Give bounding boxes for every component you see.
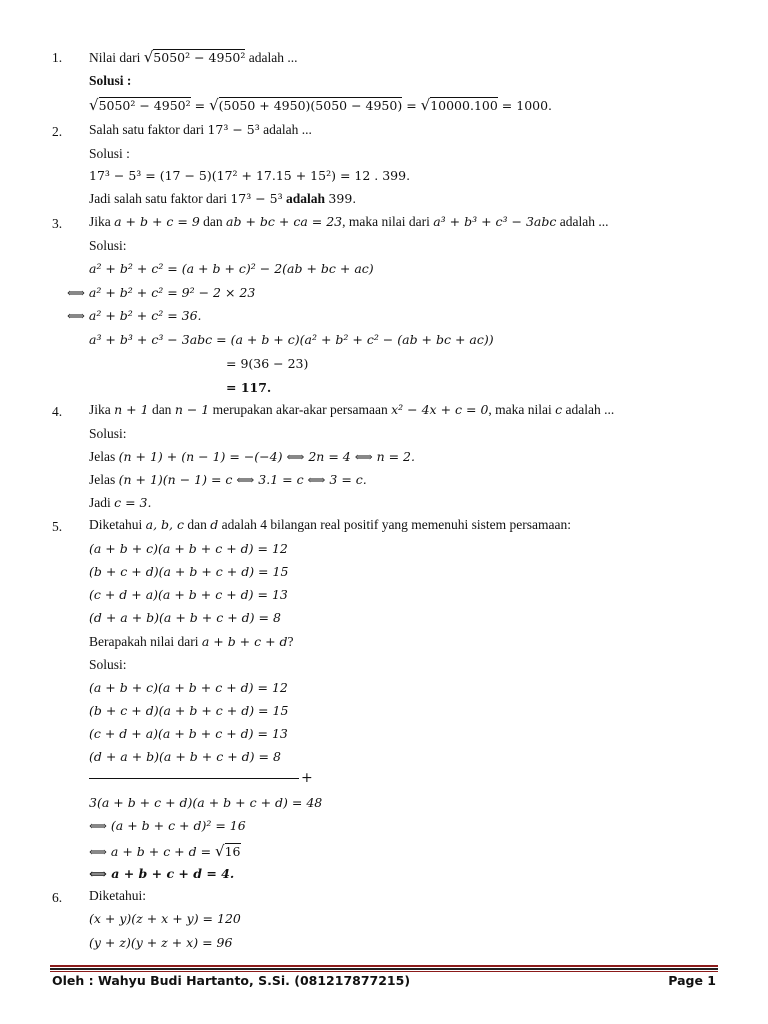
problem-5-step-2: ⟺ (a + b + c + d)² = 16 — [89, 818, 246, 833]
problem-3-step-5: = 9(36 − 23) — [226, 356, 309, 371]
problem-4-step-2: Jelas (n + 1)(n − 1) = c ⟺ 3.1 = c ⟺ 3 = c. — [89, 472, 367, 487]
radical: √5050² − 4950² — [143, 48, 246, 66]
footer-rule — [50, 968, 718, 970]
sum-rule — [89, 778, 299, 779]
solution-label: Solusi: — [89, 426, 127, 441]
problem-5-number: 5. — [52, 519, 63, 534]
equation: (x + y)(z + x + y) = 120 — [89, 911, 241, 926]
solution-label: Solusi : — [89, 146, 130, 161]
equation: (b + c + d)(a + b + c + d) = 15 — [89, 564, 289, 579]
solution-label: Solusi: — [89, 657, 127, 672]
page-number: Page 1 — [668, 973, 716, 988]
problem-4-step-1: Jelas (n + 1) + (n − 1) = −(−4) ⟺ 2n = 4 ⟺ n = 2. — [89, 449, 415, 464]
problem-2-solution: 17³ − 5³ = (17 − 5)(17² + 17.15 + 15²) = 12 . 399. — [89, 168, 411, 183]
problem-2-question: Salah satu faktor dari 17³ − 5³ adalah ... — [89, 122, 312, 137]
problem-6-number: 6. — [52, 890, 63, 905]
problem-4-answer: Jadi c = 3. — [89, 495, 152, 510]
problem-3-step-1: a² + b² + c² = (a + b + c)² − 2(ab + bc + ac) — [89, 261, 374, 276]
problem-6-question: Diketahui: — [89, 888, 146, 903]
problem-1-question: Nilai dari √5050² − 4950² adalah ... — [89, 48, 298, 66]
problem-2-conclusion: Jadi salah satu faktor dari 17³ − 5³ adalah 399. — [89, 191, 357, 206]
solution-label: Solusi : — [89, 73, 132, 88]
problem-3-answer: = 117. — [226, 380, 272, 395]
footer-rule — [50, 971, 718, 972]
problem-3-step-2: ⟺ a² + b² + c² = 9² − 2 × 23 — [67, 285, 256, 300]
problem-5-ask: Berapakah nilai dari a + b + c + d? — [89, 634, 294, 649]
problem-2-number: 2. — [52, 124, 63, 139]
problem-5-step-3: ⟺ a + b + c + d = √16 — [89, 842, 241, 860]
problem-3-step-3: ⟺ a² + b² + c² = 36. — [67, 308, 202, 323]
problem-5-answer: ⟺ a + b + c + d = 4. — [89, 866, 235, 881]
footer-author: Oleh : Wahyu Budi Hartanto, S.Si. (081217877215) — [52, 973, 411, 988]
equation: (c + d + a)(a + b + c + d) = 13 — [89, 587, 288, 602]
problem-5-step-1: 3(a + b + c + d)(a + b + c + d) = 48 — [89, 795, 323, 810]
problem-3-number: 3. — [52, 216, 63, 231]
problem-4-question: Jika n + 1 dan n − 1 merupakan akar-akar persamaan x² − 4x + c = 0, maka nilai c adalah ... — [89, 402, 615, 417]
plus-sign: + — [301, 770, 313, 786]
equation: (c + d + a)(a + b + c + d) = 13 — [89, 726, 288, 741]
equation: (d + a + b)(a + b + c + d) = 8 — [89, 610, 281, 625]
equation: (b + c + d)(a + b + c + d) = 15 — [89, 703, 289, 718]
equation: (a + b + c)(a + b + c + d) = 12 — [89, 541, 288, 556]
problem-1-solution: √5050² − 4950² = √(5050 + 4950)(5050 − 4950) = √10000.100 = 1000. — [89, 96, 553, 114]
problem-3-step-4: a³ + b³ + c³ − 3abc = (a + b + c)(a² + b² + c² − (ab + bc + ac)) — [89, 332, 494, 347]
problem-4-number: 4. — [52, 404, 63, 419]
problem-5-question: Diketahui a, b, c dan d adalah 4 bilangan real positif yang memenuhi sistem persamaan: — [89, 517, 572, 532]
solution-label: Solusi: — [89, 238, 127, 253]
problem-1-number: 1. — [52, 50, 63, 65]
equation: (y + z)(y + z + x) = 96 — [89, 935, 233, 950]
problem-3-question: Jika a + b + c = 9 dan ab + bc + ca = 23, maka nilai dari a³ + b³ + c³ − 3abc adalah ... — [89, 214, 609, 229]
equation: (a + b + c)(a + b + c + d) = 12 — [89, 680, 288, 695]
equation: (d + a + b)(a + b + c + d) = 8 — [89, 749, 281, 764]
footer-rule — [50, 965, 718, 967]
